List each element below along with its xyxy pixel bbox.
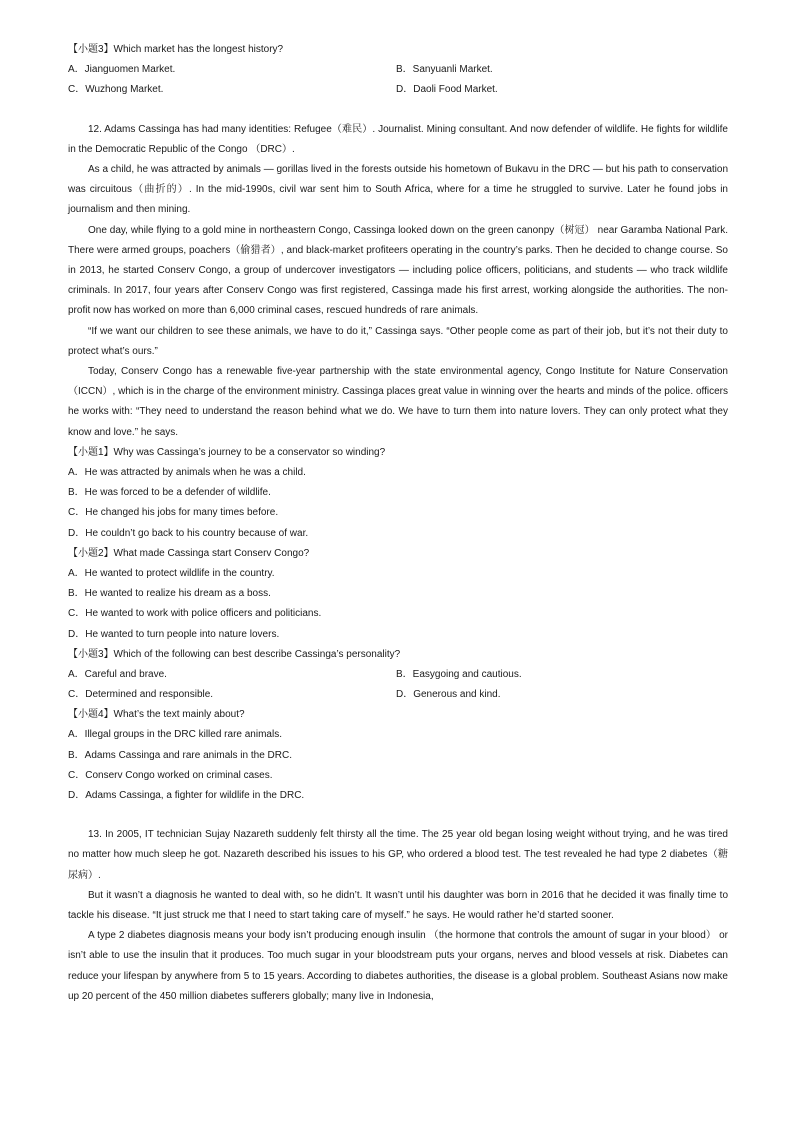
passage-12-paragraph-1: 12. Adams Cassinga has had many identities: Refugee（难民）. Journalist. Mining consultant. And now defender of wildlife. He fights for wildlife in the Democratic Republic of the Congo （DRC）.: [68, 123, 728, 155]
option-b: B．Sanyuanli Market.: [396, 64, 493, 76]
passage-12-paragraph-5: Today, Conserv Congo has a renewable five-year partnership with the state environmental agency, Congo Institute for Nature Conservation （ICCN）, which is in the charge of the environment ministry. Cassinga places great value in winning over the hearts and minds of the police. officers he works with: “They need to understand the reason behind what we do. We have to turn them into nature lovers. They can only protect what they know and love.” he says.: [68, 366, 728, 438]
question-stem: 【小题1】Why was Cassinga’s journey to be a conservator so winding?: [68, 446, 386, 458]
question-stem: 【小题4】What’s the text mainly about?: [68, 709, 245, 721]
option-d: D．He wanted to turn people into nature lovers.: [68, 628, 280, 640]
option-d: D．Daoli Food Market.: [396, 84, 498, 96]
passage-13-paragraph-2: But it wasn’t a diagnosis he wanted to deal with, so he didn’t. It wasn’t until his daughter was born in 2016 that he decided it was finally time to tackle his disease. “It just struck me that I need to start taking care of myself.” he says. He would rather he’d started sooner.: [68, 889, 728, 921]
option-a: A．He wanted to protect wildlife in the country.: [68, 567, 275, 579]
question-stem: 【小题3】Which of the following can best describe Cassinga’s personality?: [68, 648, 401, 660]
option-a: A．Jianguomen Market.: [68, 64, 176, 76]
option-b: B．Adams Cassinga and rare animals in the DRC.: [68, 749, 292, 761]
passage-13-paragraph-1: 13. In 2005, IT technician Sujay Nazareth suddenly felt thirsty all the time. The 25 year old began losing weight without trying, and he was tired no matter how much sleep he got. Nazareth described his issues to his GP, who ordered a blood test. The test revealed he had type 2 diabetes（糖尿病）.: [68, 829, 728, 881]
passage-13-paragraph-3: A type 2 diabetes diagnosis means your body isn’t producing enough insulin （the hormone that controls the amount of sugar in your blood） or isn’t able to use the insulin that it produces. Too much sugar in your bloodstream puts your organs, nerves and blood vessels at risk. Diabetes can reduce your lifespan by anywhere from 5 to 15 years. According to diabetes authorities, the disease is a global problem. Southeast Asians now make up 20 percent of the 450 million diabetes sufferers globally; many live in Indonesia,: [68, 930, 728, 1002]
passage-12-paragraph-3: One day, while flying to a gold mine in northeastern Congo, Cassinga looked down on the green canonpy（树冠） near Garamba National Park. There were armed groups, poachers（偷猎者）, and black-market profiteers operating in the country’s parks. Then he decided to change course. So in 2013, he started Conserv Congo, a group of undercover investigators — including police officers, politicians, and students — who track wildlife criminals. In 2017, four years after Conserv Congo was first registered, Cassinga made his first arrest, working alongside the authorities. The non-profit now has worked on more than 6,000 criminal cases, rescued hundreds of rare animals.: [68, 224, 728, 317]
option-d: D．Adams Cassinga, a fighter for wildlife in the DRC.: [68, 790, 305, 801]
question-stem: 【小题2】What made Cassinga start Conserv Congo?: [68, 547, 310, 559]
option-row: [68, 665, 728, 685]
option-d: D．Generous and kind.: [396, 689, 501, 701]
option-c: C．Determined and responsible.: [68, 689, 214, 701]
option-c: C．He changed his jobs for many times before.: [68, 507, 279, 519]
option-a: A．Careful and brave.: [68, 668, 167, 680]
option-row: [68, 80, 728, 100]
option-b: B．Easygoing and cautious.: [396, 668, 522, 680]
option-c: C．He wanted to work with police officers and politicians.: [68, 608, 322, 620]
option-c: C．Conserv Congo worked on criminal cases.: [68, 769, 273, 781]
document-page: [68, 40, 728, 1007]
option-a: A．He was attracted by animals when he was a child.: [68, 467, 306, 478]
question-stem: 【小题3】Which market has the longest history?: [68, 44, 284, 55]
option-row: [68, 60, 728, 80]
option-row: [68, 685, 728, 705]
passage-12-paragraph-4: “If we want our children to see these animals, we have to do it,” Cassinga says. “Other people come as part of their job, but it’s not their duty to protect what’s ours.”: [68, 325, 728, 357]
option-b: B．He was forced to be a defender of wildlife.: [68, 487, 271, 499]
option-d: D．He couldn’t go back to his country because of war.: [68, 527, 309, 539]
option-a: A．Illegal groups in the DRC killed rare animals.: [68, 729, 282, 741]
passage-12-paragraph-2: As a child, he was attracted by animals — gorillas lived in the forests outside his hometown of Bukavu in the DRC — but his path to conservation was circuitous（曲折的）. In the mid-1990s, civil war sent him to South Africa, where for a time he struggled to survive. Later he found jobs in journalism and then mining.: [68, 163, 728, 216]
option-b: B．He wanted to realize his dream as a boss.: [68, 588, 271, 600]
option-c: C．Wuzhong Market.: [68, 84, 164, 96]
